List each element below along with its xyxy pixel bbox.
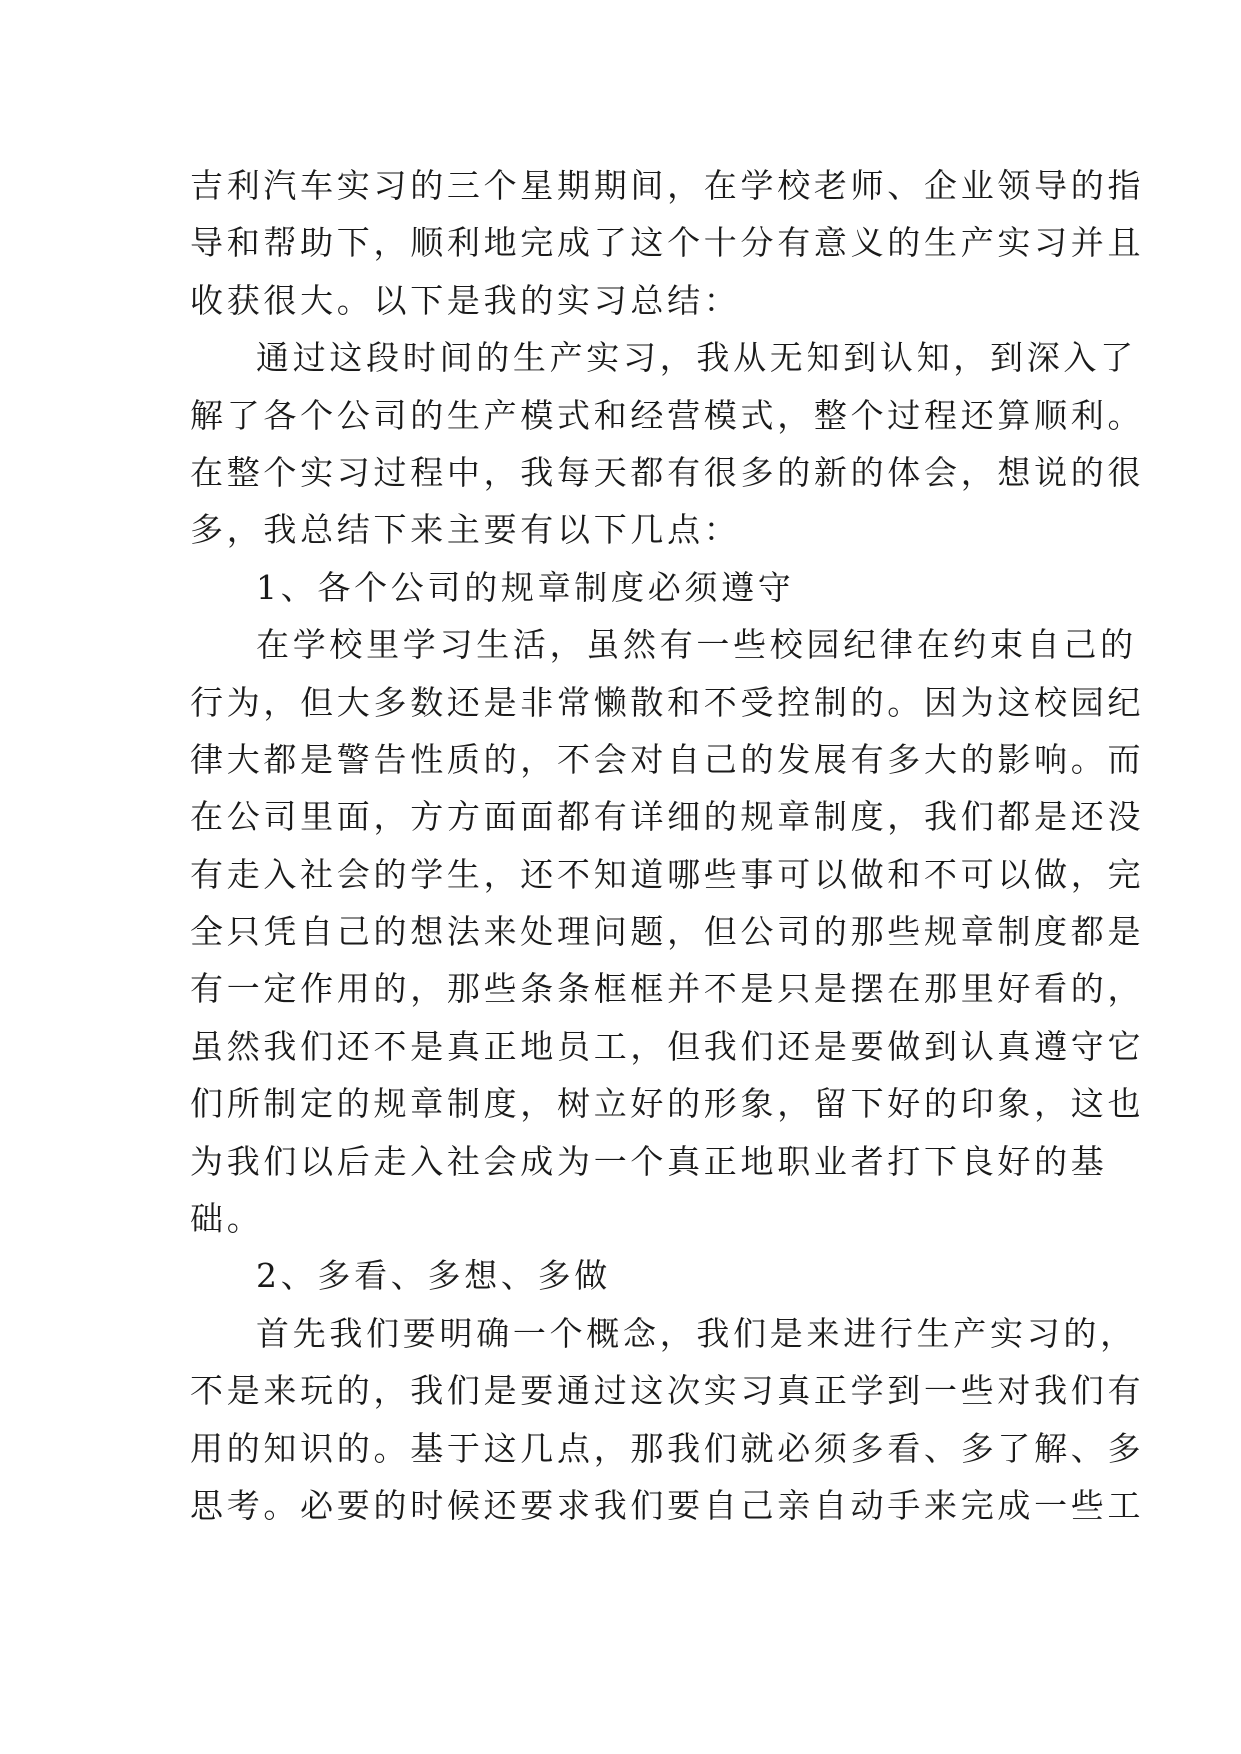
text-line: 础。 xyxy=(190,1199,264,1239)
section-heading: 1、各个公司的规章制度必须遵守 xyxy=(256,567,795,607)
paragraph-first-line: 首先我们要明确一个概念，我们是来进行生产实习的， xyxy=(256,1313,1137,1353)
paragraph-first-line: 通过这段时间的生产实习，我从无知到认知，到深入了 xyxy=(256,338,1137,378)
text-line: 有一定作用的，那些条条框框并不是只是摆在那里好看的， xyxy=(190,969,1145,1009)
paragraph-first-line: 在学校里学习生活，虽然有一些校园纪律在约束自己的 xyxy=(256,625,1137,665)
text-line: 律大都是警告性质的，不会对自己的发展有多大的影响。而 xyxy=(190,739,1145,779)
text-line: 行为，但大多数还是非常懒散和不受控制的。因为这校园纪 xyxy=(190,682,1145,722)
text-line: 们所制定的规章制度，树立好的形象，留下好的印象，这也 xyxy=(190,1084,1145,1124)
text-line: 虽然我们还不是真正地员工，但我们还是要做到认真遵守它 xyxy=(190,1026,1145,1066)
text-line: 为我们以后走入社会成为一个真正地职业者打下良好的基 xyxy=(190,1141,1108,1181)
text-line: 用的知识的。基于这几点，那我们就必须多看、多了解、多 xyxy=(190,1428,1145,1468)
document-body xyxy=(190,157,1145,1534)
text-line: 不是来玩的，我们是要通过这次实习真正学到一些对我们有 xyxy=(190,1371,1145,1411)
text-line: 在公司里面，方方面面都有详细的规章制度，我们都是还没 xyxy=(190,797,1145,837)
text-line: 思考。必要的时候还要求我们要自己亲自动手来完成一些工 xyxy=(190,1485,1145,1525)
text-line: 有走入社会的学生，还不知道哪些事可以做和不可以做，完 xyxy=(190,854,1145,894)
text-line: 收获很大。以下是我的实习总结： xyxy=(190,280,741,320)
text-line: 在整个实习过程中，我每天都有很多的新的体会，想说的很 xyxy=(190,452,1145,492)
text-line: 解了各个公司的生产模式和经营模式，整个过程还算顺利。 xyxy=(190,395,1145,435)
text-line: 多，我总结下来主要有以下几点： xyxy=(190,510,741,550)
text-line: 导和帮助下，顺利地完成了这个十分有意义的生产实习并且 xyxy=(190,223,1145,263)
text-line: 吉利汽车实习的三个星期期间，在学校老师、企业领导的指 xyxy=(190,166,1145,205)
text-line: 全只凭自己的想法来处理问题，但公司的那些规章制度都是 xyxy=(190,912,1145,952)
section-heading: 2、多看、多想、多做 xyxy=(256,1256,611,1296)
